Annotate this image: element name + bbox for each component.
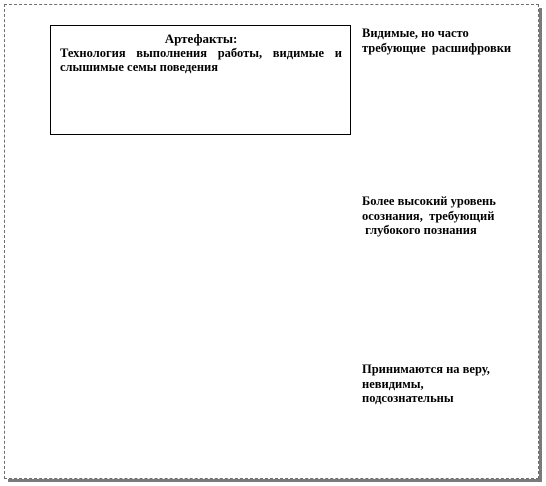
frame-shadow-bottom	[8, 479, 542, 482]
artifacts-title: Артефакты:	[164, 31, 238, 46]
level-assumptions-label: Принимаются на веру, невидимы, подсознательны	[362, 362, 490, 405]
artifacts-box	[50, 25, 351, 135]
artifacts-description: Технология выполнения работы, видимые и слышимые семы поведения	[60, 46, 342, 74]
frame-shadow-right	[539, 8, 542, 482]
level-values-label: Более высокий уровень осознания, требующий глубокого познания	[362, 194, 496, 237]
level-visible-label: Видимые, но часто требующие расшифровки	[362, 26, 512, 55]
